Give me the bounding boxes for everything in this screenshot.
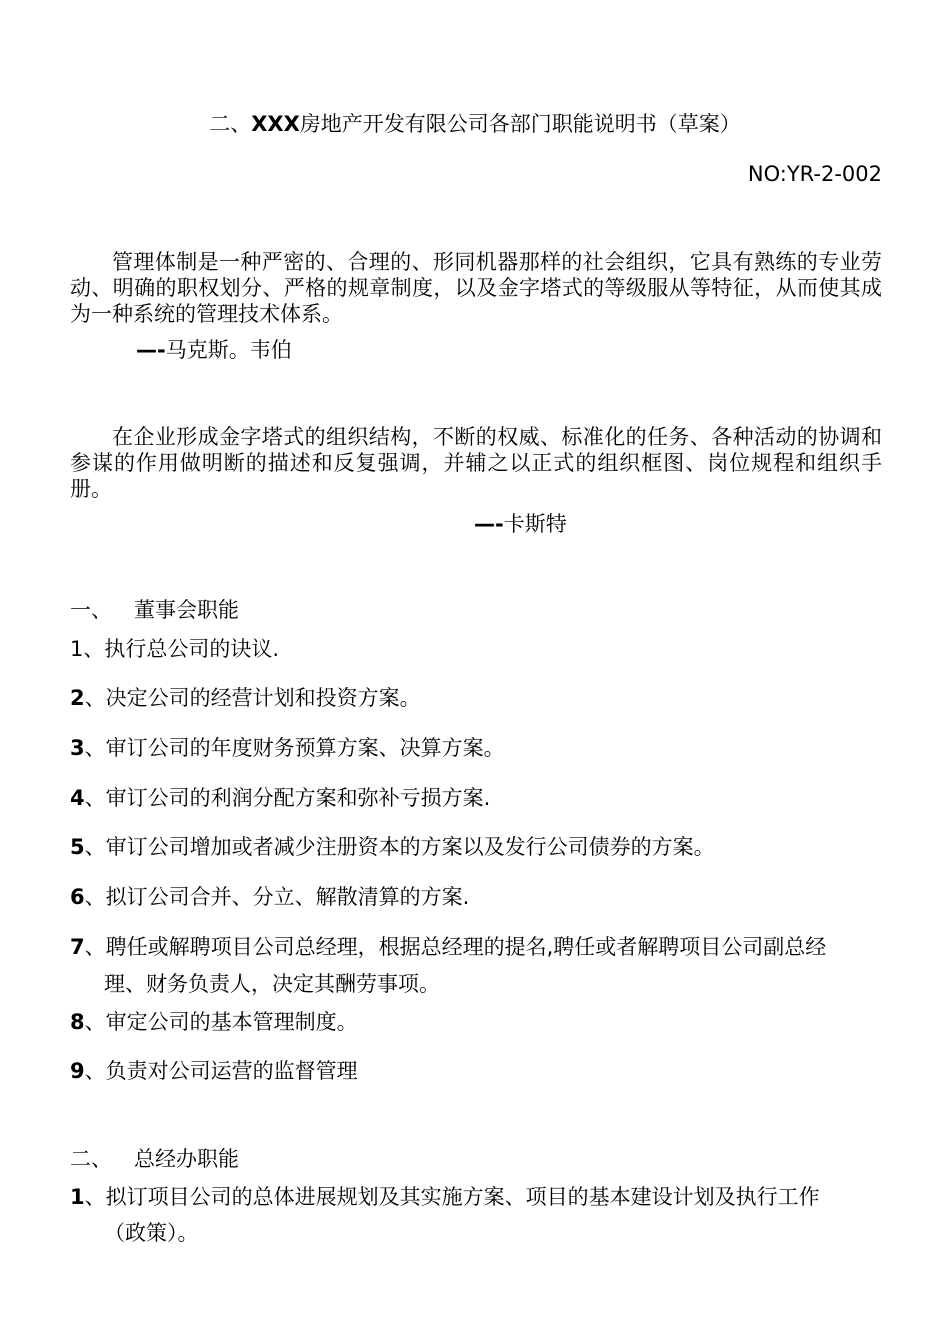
item-text: 、聘任或解聘项目公司总经理，根据总经理的提名,聘任或者解聘项目公司副总经 — [84, 935, 827, 959]
item-number: 6 — [70, 885, 85, 909]
item-number: 7 — [70, 935, 85, 959]
item-number: 1 — [70, 637, 84, 661]
item-text: 、审订公司的利润分配方案和弥补亏损方案. — [84, 786, 491, 810]
section-numeral: 二、 — [70, 1147, 112, 1171]
attribution-author: 马克斯。韦伯 — [165, 338, 292, 362]
quote-weber-text: 管理体制是一种严密的、合理的、形同机器那样的社会组织，它具有熟练的专业劳动、明确的职权划分、严格的规章制度，以及金字塔式的等级服从等特征，从而使其成为一种系统的管理技术体系。 — [70, 250, 882, 326]
item-number: 9 — [70, 1059, 85, 1083]
list-item — [70, 636, 279, 662]
attribution-author: 卡斯特 — [503, 512, 567, 536]
item-number: 2 — [70, 686, 85, 710]
item-number: 1 — [70, 1185, 85, 1209]
quote-kast-text: 在企业形成金字塔式的组织结构，不断的权威、标准化的任务、各种活动的协调和参谋的作用做明断的描述和反复强调，并辅之以正式的组织框图、岗位规程和组织手册。 — [70, 425, 882, 501]
section-title: 总经办职能 — [134, 1147, 239, 1171]
item-text: 、审订公司增加或者减少注册资本的方案以及发行公司债券的方案。 — [84, 835, 715, 859]
list-item — [70, 884, 469, 910]
item-number: 8 — [70, 1010, 85, 1034]
list-item — [70, 1009, 358, 1035]
list-item — [70, 785, 490, 811]
section-heading-gm-office — [70, 1146, 239, 1172]
item-number: 3 — [70, 736, 85, 760]
item-text: 、拟订项目公司的总体进展规划及其实施方案、项目的基本建设计划及执行工作 — [84, 1185, 820, 1209]
item-text: 、负责对公司运营的监督管理 — [84, 1059, 358, 1083]
item-text: 、审定公司的基本管理制度。 — [84, 1010, 358, 1034]
title-text: 房地产开发有限公司各部门职能说明书（草案） — [299, 112, 741, 136]
quote-kast-attribution — [474, 511, 567, 537]
attribution-dash: —- — [474, 512, 504, 536]
section-heading-board — [70, 597, 239, 623]
document-title — [0, 111, 950, 137]
list-item-continuation: （政策）。 — [104, 1221, 199, 1245]
title-prefix: 二、 — [209, 112, 252, 136]
item-number: 5 — [70, 835, 85, 859]
item-number: 4 — [70, 786, 85, 810]
section-title: 董事会职能 — [134, 598, 239, 622]
list-item — [70, 834, 715, 860]
item-text: 、审订公司的年度财务预算方案、决算方案。 — [84, 736, 505, 760]
list-item — [70, 1058, 358, 1084]
section-numeral: 一、 — [70, 598, 112, 622]
document-number: NO:YR-2-002 — [747, 162, 882, 186]
list-item — [70, 1184, 820, 1210]
attribution-dash: —- — [136, 338, 166, 362]
quote-weber-attribution — [136, 337, 292, 363]
list-item — [70, 735, 505, 761]
item-text: 、执行总公司的诀议. — [83, 637, 280, 661]
item-text: 、拟订公司合并、分立、解散清算的方案. — [84, 885, 470, 909]
list-item — [70, 685, 421, 711]
list-item — [70, 934, 826, 960]
list-item-continuation: 理、财务负责人，决定其酬劳事项。 — [104, 972, 440, 996]
item-text: 、决定公司的经营计划和投资方案。 — [84, 686, 421, 710]
title-company-placeholder: XXX — [251, 112, 300, 136]
